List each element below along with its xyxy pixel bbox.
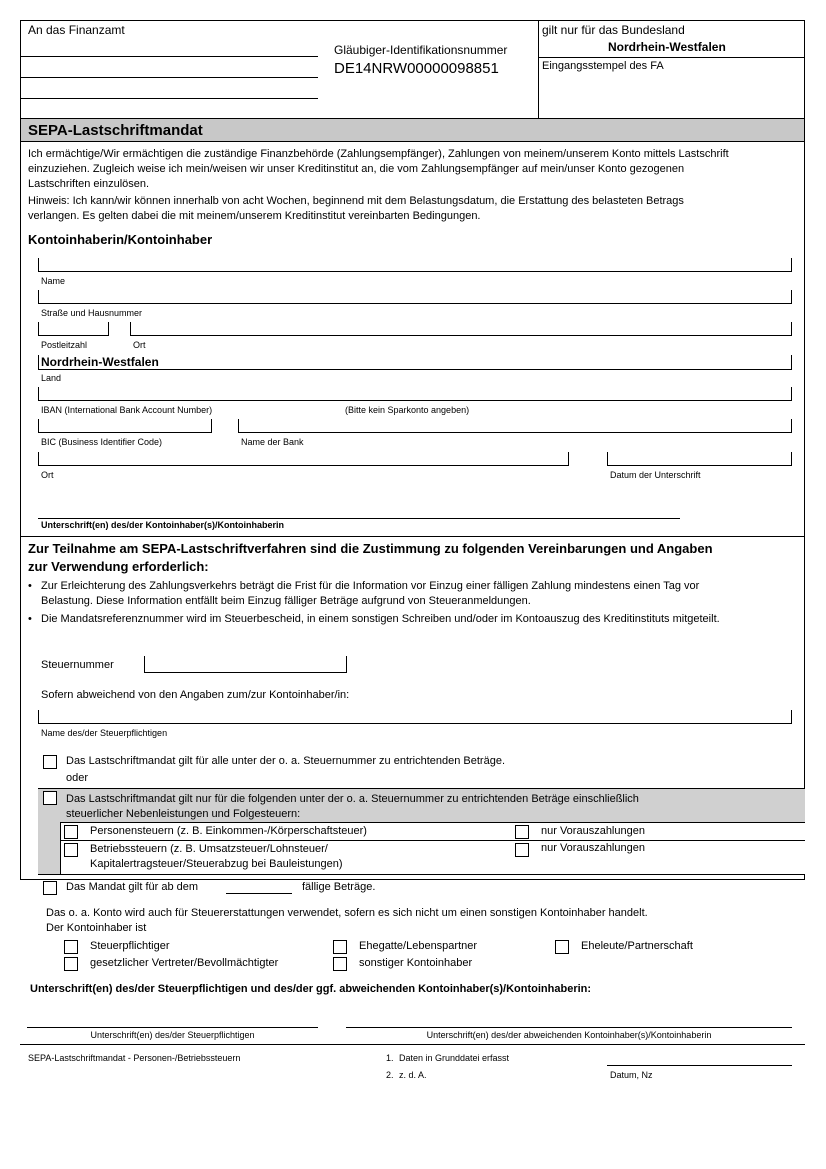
- unterschrift-heading: Unterschrift(en) des/der Steuerpflichtigen und des/der ggf. abweichenden Kontoinhaber(s)/Kontoinhaberin:: [30, 983, 592, 995]
- finanzamt-label: An das Finanzamt: [28, 23, 125, 37]
- vorauszahlungen-2-checkbox[interactable]: [515, 843, 529, 857]
- personensteuern-label: Personensteuern (z. B. Einkommen-/Körperschaftsteuer): [90, 825, 367, 837]
- bic-field[interactable]: [38, 419, 212, 433]
- steuernummer-label: Steuernummer: [41, 659, 114, 671]
- datum-label: Datum der Unterschrift: [610, 470, 701, 480]
- plz-label: Postleitzahl: [41, 340, 88, 350]
- mandat-ab-date-field[interactable]: [226, 893, 292, 894]
- name-stpfl-label: Name des/der Steuerpflichtigen: [41, 728, 168, 738]
- steuerpflichtiger-label: Steuerpflichtiger: [90, 940, 170, 952]
- eingangsstempel-label: Eingangsstempel des FA: [542, 60, 664, 72]
- steuernummer-field[interactable]: [144, 656, 347, 673]
- footer-divider: [20, 1044, 805, 1045]
- eheleute-checkbox[interactable]: [555, 940, 569, 954]
- betriebssteuern-checkbox[interactable]: [64, 843, 78, 857]
- hinweis-line-1: Hinweis: Ich kann/wir können innerhalb von acht Wochen, beginnend mit dem Belastungsdatum, die Erstattung des belasteten Betrags: [28, 195, 684, 207]
- ort-unterschrift-label: Ort: [41, 470, 54, 480]
- finanzamt-line-3[interactable]: [20, 98, 318, 99]
- bullet-1-marker: •: [28, 580, 32, 592]
- vorauszahlungen-1-label: nur Vorauszahlungen: [541, 825, 645, 837]
- mandat-ab-label: Das Mandat gilt für ab dem: [66, 881, 199, 893]
- mandat-ab-suffix: fällige Beträge.: [302, 881, 376, 893]
- betriebssteuern-line-2: Kapitalertragsteuer/Steuerabzug bei Bauleistungen): [90, 858, 343, 870]
- eheleute-label: Eheleute/Partnerschaft: [581, 940, 693, 952]
- vertreter-checkbox[interactable]: [64, 957, 78, 971]
- vertreter-label: gesetzlicher Vertreter/Bevollmächtigter: [90, 957, 279, 969]
- kontoinhaber-signature-label: Unterschrift(en) des/der Kontoinhaber(s)/Kontoinhaberin: [41, 520, 285, 530]
- signature-label-stpfl: Unterschrift(en) des/der Steuerpflichtigen: [90, 1030, 255, 1040]
- mandat-ab-checkbox[interactable]: [43, 881, 57, 895]
- land-label: Land: [41, 373, 62, 383]
- datum-field[interactable]: [607, 452, 792, 466]
- option-alle-checkbox[interactable]: [43, 755, 57, 769]
- vorauszahlungen-1-checkbox[interactable]: [515, 825, 529, 839]
- sonstiger-label: sonstiger Kontoinhaber: [359, 957, 473, 969]
- erstattung-text: Das o. a. Konto wird auch für Steuererstattungen verwendet, sofern es sich nicht um einen sonstigen Kontoinhaber handelt.: [46, 907, 648, 919]
- mandat-text-line-1: Ich ermächtige/Wir ermächtigen die zuständige Finanzbehörde (Zahlungsempfänger), Zahlungen von meinem/unserem Konto mittels Lastschrift: [28, 148, 729, 160]
- mandat-text-line-3: Lastschriften einzulösen.: [28, 178, 150, 190]
- option-alle-label: Das Lastschriftmandat gilt für alle unter der o. a. Steuernummer zu entrichtenden Beträge.: [66, 755, 506, 767]
- bic-label: BIC (Business Identifier Code): [41, 437, 163, 447]
- option-folgende-line-1: Das Lastschriftmandat gilt nur für die folgenden unter der o. a. Steuernummer zu entrichtenden Beträge einschließlich: [66, 793, 639, 805]
- name-field[interactable]: [38, 258, 792, 272]
- finanzamt-line-1[interactable]: [20, 56, 318, 57]
- teilnahme-heading-1: Zur Teilnahme am SEPA-Lastschriftverfahren sind die Zustimmung zu folgenden Vereinbarungen und Angaben: [28, 541, 713, 556]
- step-1-label: Daten in Grunddatei erfasst: [399, 1053, 510, 1063]
- datum-nz-label: Datum, Nz: [610, 1070, 653, 1080]
- bundesland-note: gilt nur für das Bundesland: [542, 23, 685, 37]
- option-folgende-line-2: steuerlicher Nebenleistungen und Folgesteuern:: [66, 808, 301, 820]
- signature-label-kontoinhaber: Unterschrift(en) des/der abweichenden Kontoinhaber(s)/Kontoinhaberin: [426, 1030, 712, 1040]
- glaeubiger-label: Gläubiger-Identifikationsnummer: [334, 43, 508, 57]
- teilnahme-heading-2: zur Verwendung erforderlich:: [28, 559, 209, 574]
- sonstiger-checkbox[interactable]: [333, 957, 347, 971]
- ehegatte-checkbox[interactable]: [333, 940, 347, 954]
- header-divider: [538, 20, 539, 118]
- step-1-number: 1.: [386, 1053, 394, 1063]
- strasse-label: Straße und Hausnummer: [41, 308, 143, 318]
- signature-line-kontoinhaber[interactable]: [346, 1027, 792, 1028]
- kontoinhaber-heading: Kontoinhaberin/Kontoinhaber: [28, 232, 213, 247]
- option-folgende-checkbox[interactable]: [43, 791, 57, 805]
- plz-field[interactable]: [38, 322, 109, 336]
- land-value: Nordrhein-Westfalen: [41, 355, 159, 369]
- mandat-text-line-2: einzuziehen. Zugleich weise ich mein/weisen wir unser Kreditinstitut an, die vom Zahlungsempfänger auf mein/unser Konto gezogenen: [28, 163, 685, 175]
- bullet-1-line-2: Belastung. Diese Information entfällt beim Einzug fälliger Beträge aufgrund von Steueranmeldungen.: [41, 595, 531, 607]
- kontoinhaber-signature-line[interactable]: [38, 518, 680, 519]
- steuerpflichtiger-checkbox[interactable]: [64, 940, 78, 954]
- oder-label: oder: [66, 772, 89, 784]
- iban-note: (Bitte kein Sparkonto angeben): [345, 405, 470, 415]
- iban-field[interactable]: [38, 387, 792, 401]
- bullet-2-marker: •: [28, 613, 32, 625]
- step-2-number: 2.: [386, 1070, 394, 1080]
- betriebssteuern-line-1: Betriebssteuern (z. B. Umsatzsteuer/Lohnsteuer/: [90, 843, 328, 855]
- finanzamt-line-2[interactable]: [20, 77, 318, 78]
- personensteuern-checkbox[interactable]: [64, 825, 78, 839]
- iban-label: IBAN (International Bank Account Number): [41, 405, 213, 415]
- hinweis-line-2: verlangen. Es gelten dabei die mit meinem/unserem Kreditinstitut vereinbarten Bedingungen.: [28, 210, 481, 222]
- bullet-1-line-1: Zur Erleichterung des Zahlungsverkehrs beträgt die Frist für die Information vor Einzug einer fälligen Zahlung mindestens einen Tag vor: [41, 580, 700, 592]
- section-divider: [20, 536, 805, 537]
- bullet-2: Die Mandatsreferenznummer wird im Steuerbescheid, in einem sonstigen Schreiben und/oder im Kontoauszug des Kreditinstituts mitgeteilt.: [41, 613, 720, 625]
- sofern-text: Sofern abweichend von den Angaben zum/zur Kontoinhaber/in:: [41, 689, 350, 701]
- stamp-divider: [538, 57, 805, 58]
- steuerarten-divider: [60, 840, 805, 841]
- signature-line-stpfl[interactable]: [27, 1027, 318, 1028]
- ort-unterschrift-field[interactable]: [38, 452, 569, 466]
- datum-nz-line[interactable]: [607, 1065, 792, 1066]
- kontoinhaber-ist-label: Der Kontoinhaber ist: [46, 922, 147, 934]
- strasse-field[interactable]: [38, 290, 792, 304]
- bank-field[interactable]: [238, 419, 792, 433]
- name-stpfl-field[interactable]: [38, 710, 792, 724]
- mandat-title: SEPA-Lastschriftmandat: [28, 122, 203, 139]
- bank-label: Name der Bank: [241, 437, 304, 447]
- form-name: SEPA-Lastschriftmandat - Personen-/Betriebssteuern: [28, 1053, 241, 1063]
- ort-field[interactable]: [130, 322, 792, 336]
- ehegatte-label: Ehegatte/Lebenspartner: [359, 940, 478, 952]
- step-2-label: z. d. A.: [399, 1070, 427, 1080]
- name-label: Name: [41, 276, 66, 286]
- bundesland-value: Nordrhein-Westfalen: [608, 40, 726, 54]
- vorauszahlungen-2-label: nur Vorauszahlungen: [541, 842, 645, 854]
- ort-label: Ort: [133, 340, 146, 350]
- glaeubiger-id: DE14NRW00000098851: [334, 60, 499, 77]
